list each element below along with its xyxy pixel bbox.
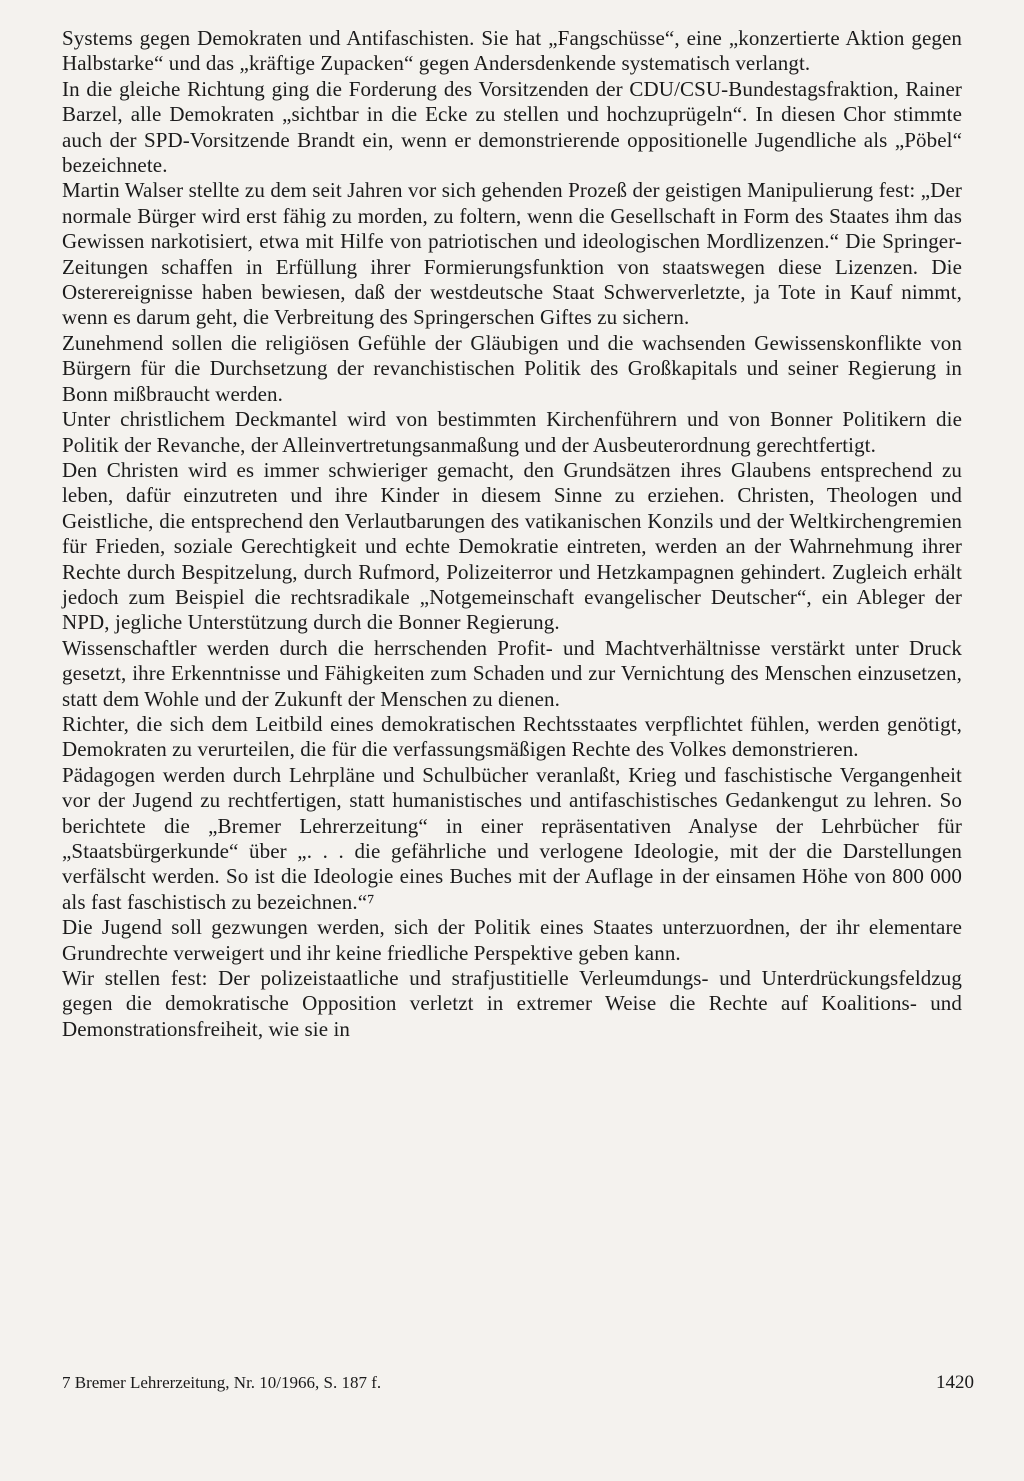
paragraph: Wissenschaftler werden durch die herrschenden Profit- und Machtverhältnisse verstärkt unter Druck gesetzt, ihre Erkenntnisse und Fähigkeiten zum Schaden und zur Vernichtung des Menschen einzusetzen, statt dem Wohle und der Zukunft der Menschen zu dienen.	[62, 635, 962, 711]
paragraph: Den Christen wird es immer schwieriger gemacht, den Grundsätzen ihres Glaubens entsprechend zu leben, dafür einzutreten und ihre Kinder in diesem Sinne zu erziehen. Christen, Theologen und Geistliche, die entsprechend den Verlautbarungen des vatikanischen Konzils und der Weltkirchengremien für Frieden, soziale Gerechtigkeit und echte Demokratie eintreten, werden an der Wahrnehmung ihrer Rechte durch Bespitzelung, durch Rufmord, Polizeiterror und Hetzkampagnen gehindert. Zugleich erhält jedoch zum Beispiel die rechtsradikale „Notgemeinschaft evangelischer Deutscher“, ein Ableger der NPD, jegliche Unterstützung durch die Bonner Regierung.	[62, 457, 962, 635]
paragraph: Martin Walser stellte zu dem seit Jahren vor sich gehenden Prozeß der geistigen Manipulierung fest: „Der normale Bürger wird erst fähig zu morden, zu foltern, wenn die Gesellschaft in Form des Staates ihm das Gewissen narkotisiert, etwa mit Hilfe von patriotischen und ideologischen Mordlizenzen.“ Die Springer-Zeitungen schaffen in Erfüllung ihrer Formierungsfunktion von staatswegen diese Lizenzen. Die Osterereignisse haben bewiesen, daß der westdeutsche Staat Schwerverletzte, ja Tote in Kauf nimmt, wenn es darum geht, die Verbreitung des Springerschen Giftes zu sichern.	[62, 178, 962, 330]
paragraph: In die gleiche Richtung ging die Forderung des Vorsitzenden der CDU/CSU-Bundestagsfraktion, Rainer Barzel, alle Demokraten „sichtbar in die Ecke zu stellen und hochzuprügeln“. In diesen Chor stimmte auch der SPD-Vorsitzende Brandt ein, wenn er demonstrierende oppositionelle Jugendliche als „Pöbel“ bezeichnete.	[62, 76, 962, 178]
paragraph: Pädagogen werden durch Lehrpläne und Schulbücher veranlaßt, Krieg und faschistische Vergangenheit vor der Jugend zu rechtfertigen, statt humanistisches und antifaschistisches Gedankengut zu lehren. So berichtete die „Bremer Lehrerzeitung“ in einer repräsentativen Analyse der Lehrbücher für „Staatsbürgerkunde“ über „. . . die gefährliche und verlogene Ideologie, mit der die Darstellungen verfälscht werden. So ist die Ideologie eines Buches mit der Auflage in der einsamen Höhe von 800 000 als fast faschistisch zu bezeichnen.“⁷	[62, 762, 962, 914]
body-text	[62, 26, 962, 1042]
paragraph: Richter, die sich dem Leitbild eines demokratischen Rechtsstaates verpflichtet fühlen, werden genötigt, Demokraten zu verurteilen, die für die verfassungsmäßigen Rechte des Volkes demonstrieren.	[62, 711, 962, 762]
footnote: 7 Bremer Lehrerzeitung, Nr. 10/1966, S. 187 f.	[62, 1373, 382, 1392]
page-number: 1420	[936, 1372, 974, 1393]
paragraph: Systems gegen Demokraten und Antifaschisten. Sie hat „Fangschüsse“, eine „konzertierte Aktion gegen Halbstarke“ und das „kräftige Zupacken“ gegen Andersdenkende systematisch verlangt.	[62, 26, 962, 76]
paragraph: Unter christlichem Deckmantel wird von bestimmten Kirchenführern und von Bonner Politikern die Politik der Revanche, der Alleinvertretungsanmaßung und der Ausbeuterordnung gerechtfertigt.	[62, 407, 962, 457]
paragraph: Wir stellen fest: Der polizeistaatliche und strafjustitielle Verleumdungs- und Unterdrückungsfeldzug gegen die demokratische Opposition verletzt in extremer Weise die Rechte auf Koalitions- und Demonstrationsfreiheit, wie sie in	[62, 966, 962, 1041]
paragraph: Die Jugend soll gezwungen werden, sich der Politik eines Staates unterzuordnen, der ihr elementare Grundrechte verweigert und ihr keine friedliche Perspektive geben kann.	[62, 915, 962, 965]
paragraph: Zunehmend sollen die religiösen Gefühle der Gläubigen und die wachsenden Gewissenskonflikte von Bürgern für die Durchsetzung der revanchistischen Politik des Großkapitals und seiner Regierung in Bonn mißbraucht werden.	[62, 330, 962, 406]
